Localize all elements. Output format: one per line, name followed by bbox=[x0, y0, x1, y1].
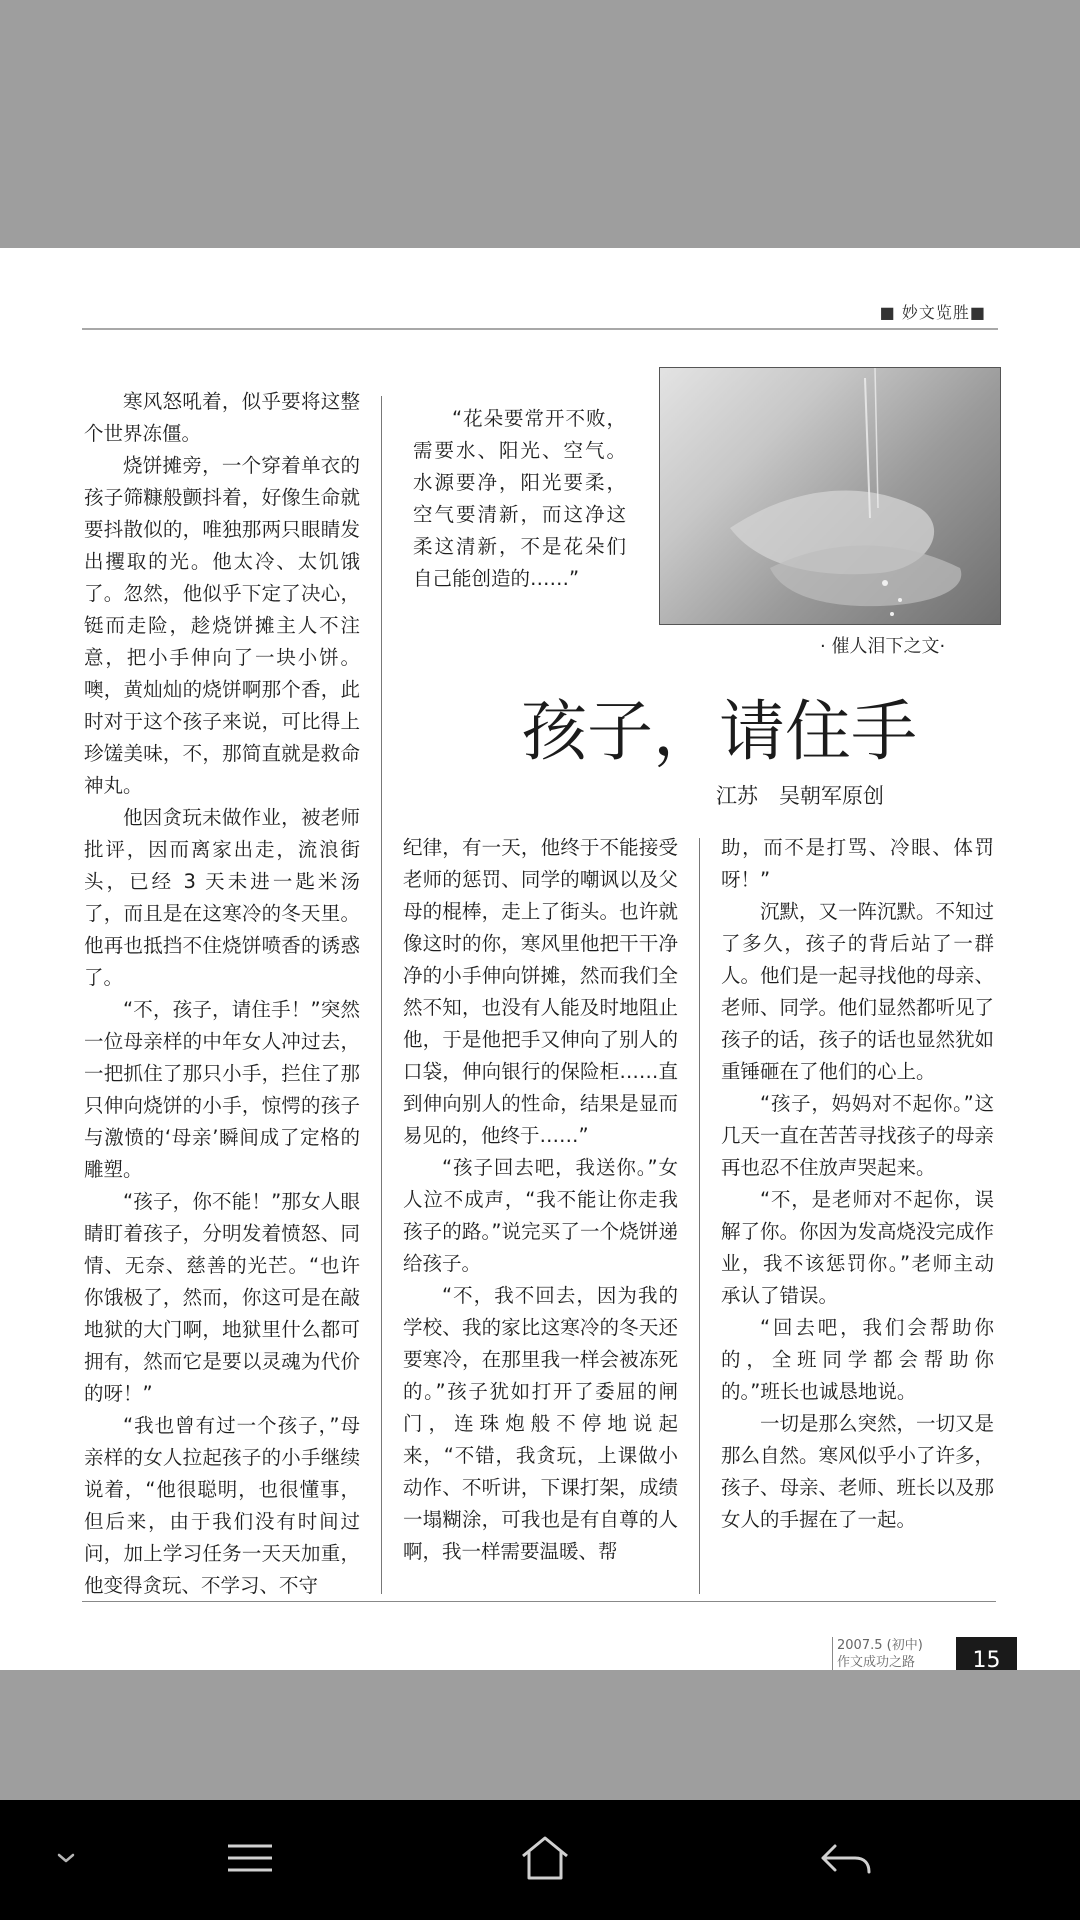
home-icon bbox=[517, 1832, 573, 1888]
paragraph: 一切是那么突然，一切又是那么自然。寒风似乎小了许多，孩子、母亲、老师、班长以及那女人的手握在了一起。 bbox=[721, 1412, 995, 1531]
footer-issue: 2007.5 (初中) bbox=[837, 1638, 923, 1653]
paragraph: 寒风怒吼着，似乎要将这整个世界冻僵。 bbox=[84, 390, 360, 445]
home-button[interactable] bbox=[500, 1800, 590, 1920]
navigation-bar bbox=[0, 1800, 1080, 1920]
paragraph: “孩子，你不能！”那女人眼睛盯着孩子，分明发着愤怒、同情、无奈、慈善的光芒。“也许你饿极了，然而，你这可是在敲地狱的大门啊，地狱里什么都可拥有，然而它是要以灵魂为代价的呀！” bbox=[84, 1190, 360, 1405]
menu-button[interactable] bbox=[210, 1800, 290, 1920]
pull-quote-text: “花朵要常开不败，需要水、阳光、空气。水源要净，阳光要柔，空气要清新，而这净这柔这清新，不是花朵们自己能创造的……” bbox=[413, 407, 626, 590]
page-number: 15 bbox=[956, 1637, 1017, 1670]
paragraph: 烧饼摊旁，一个穿着单衣的孩子筛糠般颤抖着，好像生命就要抖散似的，唯独那两只眼睛发出攫取的光。他太冷、太饥饿了。忽然，他似乎下定了决心，铤而走险，趁烧饼摊主人不注意，把小手伸向了一块小饼。噢，黄灿灿的烧饼啊那个香，此时对于这个孩子来说，可比得上珍馐美味，不，那简直就是救命神丸。 bbox=[84, 454, 360, 797]
article-column-2 bbox=[403, 832, 678, 1568]
article-title: 孩子，请住手 bbox=[521, 693, 917, 770]
footer-info bbox=[832, 1637, 923, 1670]
column-divider bbox=[381, 396, 382, 1594]
footer-magazine: 作文成功之路 bbox=[837, 1655, 916, 1670]
chevron-down-icon bbox=[53, 1849, 79, 1871]
paragraph: 沉默，又一阵沉默。不知过了多久，孩子的背后站了一群人。他们是一起寻找他的母亲、老师、同学。他们显然都听见了孩子的话，孩子的话也显然犹如重锤砸在了他们的心上。 bbox=[721, 900, 995, 1083]
paragraph: “回去吧，我们会帮助你的，全班同学都会帮助你的。”班长也诚恳地说。 bbox=[721, 1316, 994, 1403]
article-column-3 bbox=[721, 832, 994, 1536]
paragraph: 助，而不是打骂、冷眼、体罚呀！” bbox=[721, 836, 994, 891]
paragraph: “不，孩子，请住手！”突然一位母亲样的中年女人冲过去，一把抓住了那只小手，拦住了那只伸向烧饼的小手，惊愕的孩子与激愤的‘母亲’瞬间成了定格的雕塑。 bbox=[84, 998, 360, 1181]
column-divider bbox=[699, 838, 700, 1594]
collapse-button[interactable] bbox=[30, 1800, 102, 1920]
hands-water-photo bbox=[659, 367, 1001, 625]
article-author: 江苏 吴朝军原创 bbox=[716, 784, 884, 808]
bottom-rule bbox=[82, 1601, 996, 1602]
paragraph: “孩子，妈妈对不起你。”这几天一直在苦苦寻找孩子的母亲再也忍不住放声哭起来。 bbox=[721, 1092, 995, 1179]
paragraph: 他因贪玩未做作业，被老师批评，因而离家出走，流浪街头，已经 3 天未进一匙米汤了，而且是在这寒冷的冬天里。他再也抵挡不住烧饼喷香的诱惑了。 bbox=[84, 806, 360, 989]
top-rule bbox=[82, 328, 998, 330]
article-column-1 bbox=[84, 386, 360, 1602]
back-button[interactable] bbox=[800, 1800, 890, 1920]
magazine-page bbox=[0, 248, 1080, 1670]
paragraph: “不，是老师对不起你，误解了你。你因为发高烧没完成作业，我不该惩罚你。”老师主动承认了错误。 bbox=[721, 1188, 995, 1307]
section-label: ■ 妙文览胜■ bbox=[879, 303, 986, 322]
back-icon bbox=[817, 1838, 873, 1882]
paragraph: “孩子回去吧，我送你。”女人泣不成声，“我不能让你走我孩子的路。”说完买了一个烧饼递给孩子。 bbox=[403, 1156, 678, 1275]
paragraph: “我也曾有过一个孩子，”母亲样的女人拉起孩子的小手继续说着，“他很聪明，也很懂事，但后来，由于我们没有时间过问，加上学习任务一天天加重，他变得贪玩、不学习、不守 bbox=[84, 1414, 360, 1597]
photo-caption: · 催人泪下之文· bbox=[820, 636, 946, 657]
pull-quote bbox=[413, 403, 626, 595]
paragraph: “不，我不回去，因为我的学校、我的家比这寒冷的冬天还要寒冷，在那里我一样会被冻死的。”孩子犹如打开了委屈的闸门，连珠炮般不停地说起来，“不错，我贪玩，上课做小动作、不听讲，下课打架，成绩一塌糊涂，可我也是有自尊的人啊，我一样需要温暖、帮 bbox=[403, 1284, 678, 1563]
menu-icon bbox=[224, 1838, 276, 1882]
paragraph: 纪律，有一天，他终于不能接受老师的惩罚、同学的嘲讽以及父母的棍棒，走上了街头。也许就像这时的你，寒风里他把干干净净的小手伸向饼摊，然而我们全然不知，也没有人能及时地阻止他，于是他把手又伸向了别人的口袋，伸向银行的保险柜……直到伸向别人的性命，结果是显而易见的，他终于……” bbox=[403, 836, 678, 1147]
